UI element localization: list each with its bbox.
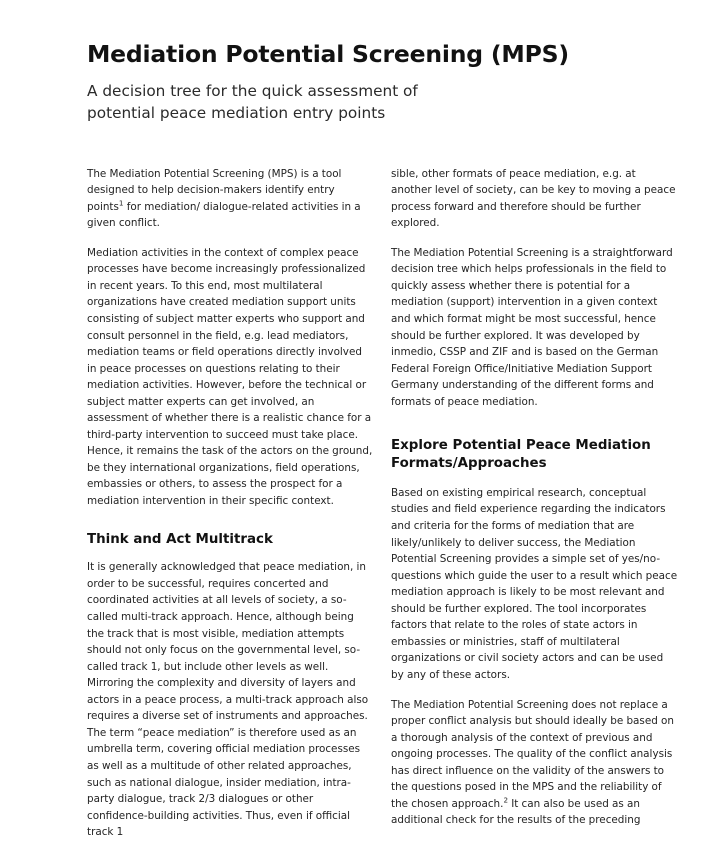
footnote-marker-2: 2 <box>503 795 509 805</box>
multitrack-paragraph: It is generally acknowledged that peace mediation, in order to be successful, requires concerted and coordinated activities at all levels of society, a so-called multi-track approach. Hence, although being the track that is most visible, mediation attempts should not only focus on the governmental level, so-called track 1, but include other levels as well. Mirroring the complexity and diversity of layers and actors in a peace process, a multi-track approach also requires a diverse set of instruments and approaches. The term “peace mediation” is therefore used as an umbrella term, covering official mediation processes as well as a multitude of other related approaches, such as national dialogue, insider mediation, intra-party dialogue, track 2/3 dialogues or other confidence-building activities. Thus, even if official track 1 <box>87 561 369 839</box>
intro-paragraph <box>87 166 374 232</box>
page-subtitle: A decision tree for the quick assessment of potential peace mediation entry points <box>87 82 418 122</box>
conflict-analysis-text-b: It can also be used as an additional check for the results of the preceding <box>391 797 641 827</box>
conflict-analysis-paragraph <box>391 697 678 829</box>
left-column <box>87 166 374 841</box>
continuation-paragraph: sible, other formats of peace mediation, e.g. at another level of society, can be key to moving a peace process forward and therefore should be further explored. <box>391 167 676 230</box>
page-title: Mediation Potential Screening (MPS) <box>87 40 569 68</box>
conflict-analysis-text-a: The Mediation Potential Screening does not replace a proper conflict analysis but should ideally be based on a thorough analysis of the context of previous and ongoing processes. The quality of the conflict analysis has direct influence on the validity of the answers to the questions posed in the MPS and the reliability of the chosen approach. <box>391 698 674 810</box>
screening-description-paragraph: The Mediation Potential Screening is a straightforward decision tree which helps professionals in the field to quickly assess whether there is potential for a mediation (support) intervention in a given context and which format might be most successful, hence should be further explored. It was developed by inmedio, CSSP and ZIF and is based on the German Federal Foreign Office/Initiative Mediation Support Germany understanding of the different forms and formats of peace mediation. <box>391 246 673 408</box>
empirical-research-paragraph: Based on existing empirical research, conceptual studies and field experience regarding the indicators and criteria for the forms of mediation that are likely/unlikely to deliver success, the Mediation Potential Screening provides a simple set of yes/no-questions which guide the user to a result which peace mediation approach is likely to be most relevant and should be further explored. The tool incorporates factors that relate to the roles of state actors in embassies or ministries, staff of multilateral organizations or civil society actors and can be used by any of these actors. <box>391 486 678 681</box>
two-column-body <box>87 125 678 841</box>
section-heading-multitrack: Think and Act Multitrack <box>87 531 273 547</box>
intro-paragraph-text-a: The Mediation Potential Screening (MPS) is a tool designed to help decision-makers identify entry points <box>87 167 342 213</box>
intro-paragraph-text-b: for mediation/ dialogue-related activities in a given conflict. <box>87 200 361 230</box>
section-heading-explore-formats: Explore Potential Peace Mediation Formats/Approaches <box>391 438 651 472</box>
footnote-marker-1: 1 <box>118 198 124 208</box>
right-column <box>391 166 678 841</box>
mediation-activities-paragraph: Mediation activities in the context of complex peace processes have become increasingly professionalized in recent years. To this end, most multilateral organizations have created mediation support units consisting of subject matter experts who support and consult personnel in the field, e.g. lead mediators, mediation teams or field operations directly involved in peace processes on questions relating to their mediation activities. However, before the technical or subject matter experts can get involved, an assessment of whether there is a realistic chance for a third-party intervention to succeed must take place. Hence, it remains the task of the actors on the ground, be they international organizations, field operations, embassies or others, to assess the prospect for a mediation intervention in their specific context. <box>87 246 373 508</box>
